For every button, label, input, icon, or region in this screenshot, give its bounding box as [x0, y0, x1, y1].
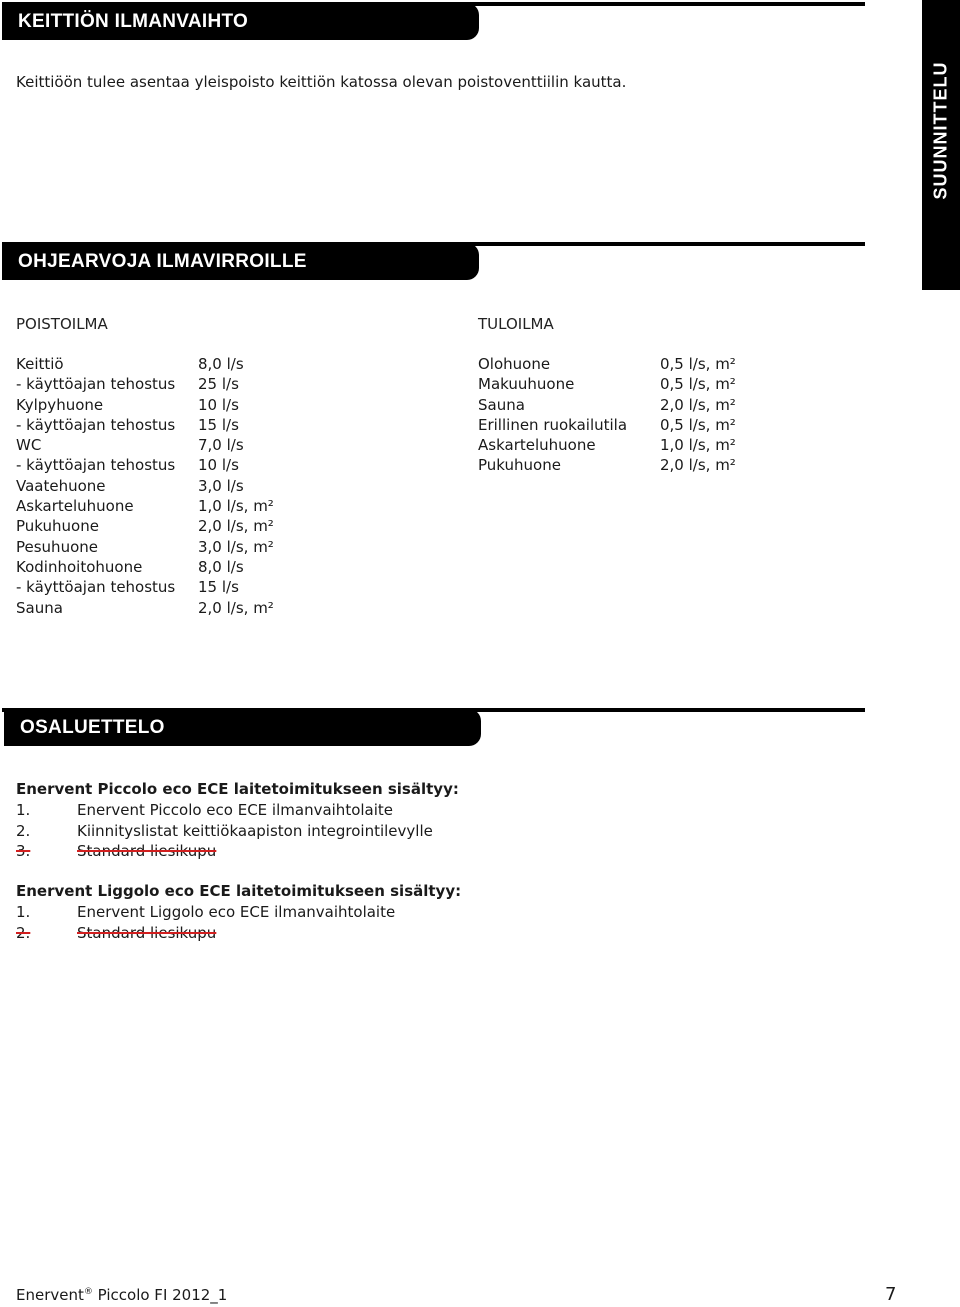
room-name: Keittiö	[16, 355, 64, 373]
room-name: Makuuhuone	[478, 375, 575, 394]
parts-item	[16, 902, 461, 923]
room-name: - käyttöajan tehostus	[16, 375, 176, 394]
registered-mark: ®	[83, 1287, 93, 1297]
flow-value: 8,0 l/s	[198, 355, 244, 373]
flow-value: 15 l/s	[198, 415, 239, 434]
exhaust-row	[16, 577, 274, 597]
exhaust-row	[16, 415, 274, 435]
parts-heading: Enervent Piccolo eco ECE laitetoimitukseen sisältyy:	[16, 780, 459, 798]
room-name: Pukuhuone	[16, 517, 99, 536]
exhaust-row	[16, 395, 274, 415]
supply-row	[478, 395, 736, 415]
footer-doc: Piccolo FI 2012_1	[92, 1286, 228, 1304]
room-name: Vaatehuone	[16, 476, 106, 495]
flow-value: 0,5 l/s, m²	[660, 375, 736, 394]
item-number: 3.	[16, 842, 31, 860]
side-tab	[922, 0, 960, 290]
room-name: Pukuhuone	[478, 456, 561, 475]
item-number: 1.	[16, 801, 31, 819]
side-tab-label: SUUNNITTELU	[930, 61, 951, 199]
room-name: Pesuhuone	[16, 537, 98, 556]
flow-value: 2,0 l/s, m²	[660, 395, 736, 414]
exhaust-title: POISTOILMA	[16, 315, 108, 333]
exhaust-row	[16, 354, 274, 374]
flow-value: 2,0 l/s, m²	[198, 598, 274, 617]
flow-value: 0,5 l/s, m²	[660, 415, 736, 434]
flow-value: 1,0 l/s, m²	[660, 436, 736, 455]
footer-document-id	[16, 1286, 227, 1304]
item-text: Kiinnityslistat keittiökaapiston integrointilevylle	[77, 821, 433, 840]
parts-group-piccolo	[16, 779, 459, 862]
supply-row	[478, 435, 736, 455]
room-name: Sauna	[16, 598, 63, 617]
section-title-kitchen: KEITTIÖN ILMANVAIHTO	[2, 3, 479, 40]
parts-item	[16, 821, 459, 842]
item-number: 2.	[16, 821, 31, 840]
supply-row	[478, 415, 736, 435]
exhaust-row	[16, 374, 274, 394]
room-name: Sauna	[478, 395, 525, 414]
room-name: - käyttöajan tehostus	[16, 456, 176, 475]
flow-value: 10 l/s	[198, 395, 239, 414]
item-text: Enervent Liggolo eco ECE ilmanvaihtolaite	[77, 903, 396, 921]
room-name: Kylpyhuone	[16, 395, 104, 414]
flow-value: 3,0 l/s	[198, 476, 244, 495]
footer-brand: Enervent	[16, 1286, 84, 1304]
room-name: Olohuone	[478, 355, 551, 373]
supply-title: TULOILMA	[478, 315, 554, 333]
flow-value: 10 l/s	[198, 456, 239, 475]
item-number: 1.	[16, 903, 31, 921]
exhaust-row	[16, 455, 274, 475]
flow-value: 1,0 l/s, m²	[198, 497, 274, 516]
flow-value: 25 l/s	[198, 375, 239, 394]
flow-value: 15 l/s	[198, 578, 239, 597]
flow-value: 3,0 l/s, m²	[198, 537, 274, 556]
exhaust-row	[16, 598, 274, 618]
item-text: Standard liesikupu	[77, 842, 217, 860]
room-name: WC	[16, 436, 42, 455]
exhaust-row	[16, 537, 274, 557]
flow-value: 8,0 l/s	[198, 557, 244, 576]
exhaust-row	[16, 557, 274, 577]
supply-row	[478, 374, 736, 394]
item-text: Standard liesikupu	[77, 923, 217, 942]
flow-value: 0,5 l/s, m²	[660, 355, 736, 373]
supply-row	[478, 354, 736, 374]
room-name: Kodinhoitohuone	[16, 557, 143, 576]
kitchen-description: Keittiöön tulee asentaa yleispoisto keittiön katossa olevan poistoventtiilin kautta.	[16, 73, 627, 91]
section-title-airflow: OHJEARVOJA ILMAVIRROILLE	[2, 243, 479, 280]
exhaust-row	[16, 476, 274, 496]
flow-value: 7,0 l/s	[198, 436, 244, 455]
exhaust-row	[16, 435, 274, 455]
room-name: - käyttöajan tehostus	[16, 578, 176, 597]
flow-value: 2,0 l/s, m²	[660, 456, 736, 475]
parts-item-struck	[16, 923, 461, 944]
parts-group-liggolo	[16, 881, 461, 943]
supply-list	[478, 354, 736, 476]
room-name: Askarteluhuone	[16, 497, 134, 516]
flow-value: 2,0 l/s, m²	[198, 517, 274, 536]
parts-heading: Enervent Liggolo eco ECE laitetoimitukseen sisältyy:	[16, 882, 462, 900]
page-number: 7	[885, 1284, 897, 1305]
exhaust-row	[16, 516, 274, 536]
exhaust-list	[16, 354, 274, 618]
supply-row	[478, 455, 736, 475]
exhaust-row	[16, 496, 274, 516]
item-text: Enervent Piccolo eco ECE ilmanvaihtolaite	[77, 801, 394, 819]
room-name: - käyttöajan tehostus	[16, 415, 176, 434]
parts-item	[16, 800, 459, 821]
room-name: Askarteluhuone	[478, 436, 596, 455]
room-name: Erillinen ruokailutila	[478, 415, 628, 434]
parts-item-struck	[16, 841, 459, 862]
item-number: 2.	[16, 923, 31, 942]
section-title-parts: OSALUETTELO	[4, 709, 481, 746]
